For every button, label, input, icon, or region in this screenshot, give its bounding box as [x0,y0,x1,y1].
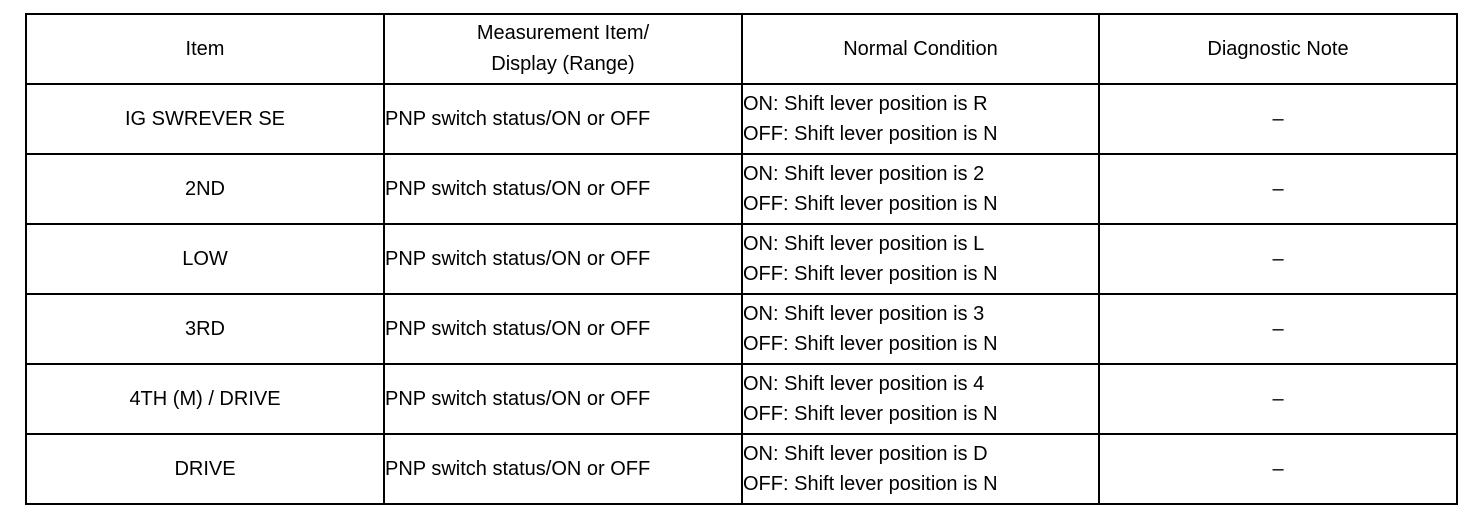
condition-off: OFF: Shift lever position is N [743,473,998,495]
cell-measurement: PNP switch status/ON or OFF [384,434,742,504]
cell-item: LOW [26,224,384,294]
condition-on: ON: Shift lever position is 4 [743,373,985,395]
header-measurement-line2: Display (Range) [491,53,635,75]
table-row [26,434,1457,504]
cell-normal-condition [742,224,1099,294]
cell-diagnostic-note: – [1099,224,1457,294]
cell-item: IG SWREVER SE [26,84,384,154]
cell-measurement: PNP switch status/ON or OFF [384,154,742,224]
header-diagnostic-note: Diagnostic Note [1099,14,1457,84]
condition-off: OFF: Shift lever position is N [743,333,998,355]
header-row [26,14,1457,84]
cell-normal-condition [742,434,1099,504]
condition-on: ON: Shift lever position is D [743,443,988,465]
header-normal-condition: Normal Condition [742,14,1099,84]
condition-on: ON: Shift lever position is L [743,233,985,255]
cell-normal-condition [742,364,1099,434]
table-header [26,14,1457,84]
cell-diagnostic-note: – [1099,84,1457,154]
table-row [26,84,1457,154]
condition-on: ON: Shift lever position is R [743,93,988,115]
table-row [26,294,1457,364]
cell-diagnostic-note: – [1099,364,1457,434]
header-item: Item [26,14,384,84]
table-row [26,364,1457,434]
condition-off: OFF: Shift lever position is N [743,193,998,215]
cell-diagnostic-note: – [1099,294,1457,364]
cell-normal-condition [742,294,1099,364]
cell-item: 3RD [26,294,384,364]
diagnostic-data-table [25,13,1458,505]
cell-diagnostic-note: – [1099,434,1457,504]
condition-off: OFF: Shift lever position is N [743,123,998,145]
header-measurement-line1: Measurement Item/ [476,22,650,44]
cell-diagnostic-note: – [1099,154,1457,224]
table-row [26,154,1457,224]
cell-measurement: PNP switch status/ON or OFF [384,224,742,294]
cell-item: 2ND [26,154,384,224]
condition-on: ON: Shift lever position is 2 [743,163,985,185]
cell-normal-condition [742,84,1099,154]
condition-on: ON: Shift lever position is 3 [743,303,985,325]
cell-item: 4TH (M) / DRIVE [26,364,384,434]
cell-measurement: PNP switch status/ON or OFF [384,84,742,154]
cell-measurement: PNP switch status/ON or OFF [384,364,742,434]
cell-item: DRIVE [26,434,384,504]
table-body [26,84,1457,504]
table-row [26,224,1457,294]
cell-normal-condition [742,154,1099,224]
condition-off: OFF: Shift lever position is N [743,263,998,285]
header-measurement [384,14,742,84]
cell-measurement: PNP switch status/ON or OFF [384,294,742,364]
condition-off: OFF: Shift lever position is N [743,403,998,425]
